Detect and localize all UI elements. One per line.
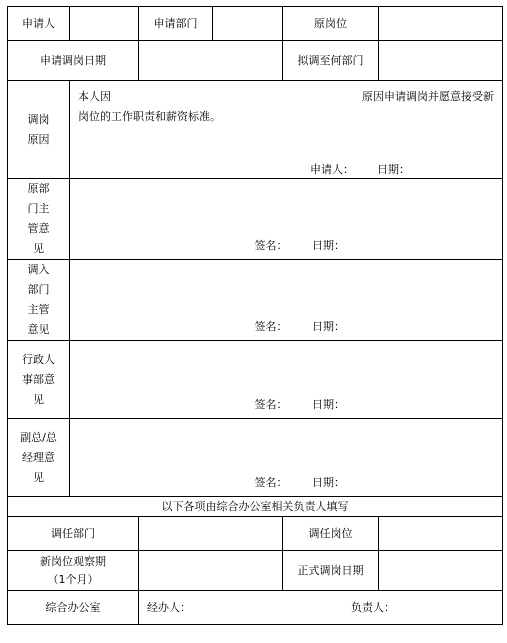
probation-label-text: 新岗位观察期: [40, 554, 106, 568]
applicant-field[interactable]: [70, 7, 139, 41]
opinion-1-sign: 签名：: [254, 320, 288, 333]
applicant-label: 申请人: [8, 7, 70, 41]
form-table: [7, 6, 503, 625]
probation-label: [8, 551, 139, 591]
opinion-1-field[interactable]: [70, 260, 503, 341]
opinion-1-label: [8, 260, 70, 341]
reason-label-text: 调岗原因: [27, 112, 50, 146]
opinion-2-label-text: 行政人事部意见: [22, 352, 55, 406]
probation-field[interactable]: [139, 551, 283, 591]
dept-label: 申请部门: [139, 7, 213, 41]
opinion-0-field[interactable]: [70, 179, 503, 260]
transfer-date-label: 申请调岗日期: [8, 41, 139, 81]
original-post-label: 原岗位: [283, 7, 379, 41]
formal-date-field[interactable]: [379, 551, 503, 591]
new-dept-label: 调任部门: [8, 517, 139, 551]
target-dept-label: 拟调至何部门: [283, 41, 379, 81]
office-signature-field[interactable]: [139, 591, 503, 625]
opinion-0-label-text: 原部门主管意见: [27, 182, 50, 255]
opinion-1-date: 日期：: [312, 320, 345, 333]
opinion-3-sign: 签名：: [254, 476, 288, 489]
transfer-application-form: [7, 6, 502, 620]
opinion-1-label-text: 调入部门主管意见: [27, 263, 50, 336]
office-note: 以下各项由综合办公室相关负责人填写: [8, 497, 503, 517]
new-post-label: 调任岗位: [283, 517, 379, 551]
opinion-2-field[interactable]: [70, 341, 503, 419]
opinion-3-label-text: 副总/总经理意见: [20, 430, 57, 484]
reason-text-start: 本人因: [78, 90, 111, 103]
opinion-1-signature: [230, 318, 345, 336]
opinion-3-signature: [230, 474, 345, 492]
reason-field[interactable]: [70, 81, 503, 179]
probation-period: （1个月）: [47, 572, 99, 586]
opinion-3-field[interactable]: [70, 419, 503, 497]
transfer-date-field[interactable]: [139, 41, 283, 81]
reason-date: 日期：: [377, 163, 410, 176]
opinion-2-signature: [230, 396, 345, 414]
opinion-0-label: [8, 179, 70, 260]
handler-label: 经办人：: [147, 600, 191, 614]
opinion-2-label: [8, 341, 70, 419]
opinion-0-date: 日期：: [312, 239, 345, 252]
office-label: 综合办公室: [8, 591, 139, 625]
new-dept-field[interactable]: [139, 517, 283, 551]
opinion-3-label: [8, 419, 70, 497]
reason-label: [8, 81, 70, 179]
opinion-3-date: 日期：: [312, 476, 345, 489]
target-dept-field[interactable]: [379, 41, 503, 81]
new-post-field[interactable]: [379, 517, 503, 551]
dept-field[interactable]: [213, 7, 283, 41]
owner-label: 负责人：: [351, 600, 395, 614]
reason-statement: [70, 81, 502, 127]
reason-signature: [287, 161, 410, 179]
opinion-0-sign: 签名：: [254, 239, 288, 252]
reason-text-end: 原因申请调岗并愿意接受新: [362, 90, 494, 103]
opinion-2-date: 日期：: [312, 398, 345, 411]
formal-date-label: 正式调岗日期: [283, 551, 379, 591]
opinion-0-signature: [230, 237, 345, 255]
original-post-field[interactable]: [379, 7, 503, 41]
reason-text-line2: 岗位的工作职责和薪资标准。: [78, 110, 221, 123]
opinion-2-sign: 签名：: [254, 398, 288, 411]
reason-applicant-sign: 申请人：: [310, 163, 354, 176]
